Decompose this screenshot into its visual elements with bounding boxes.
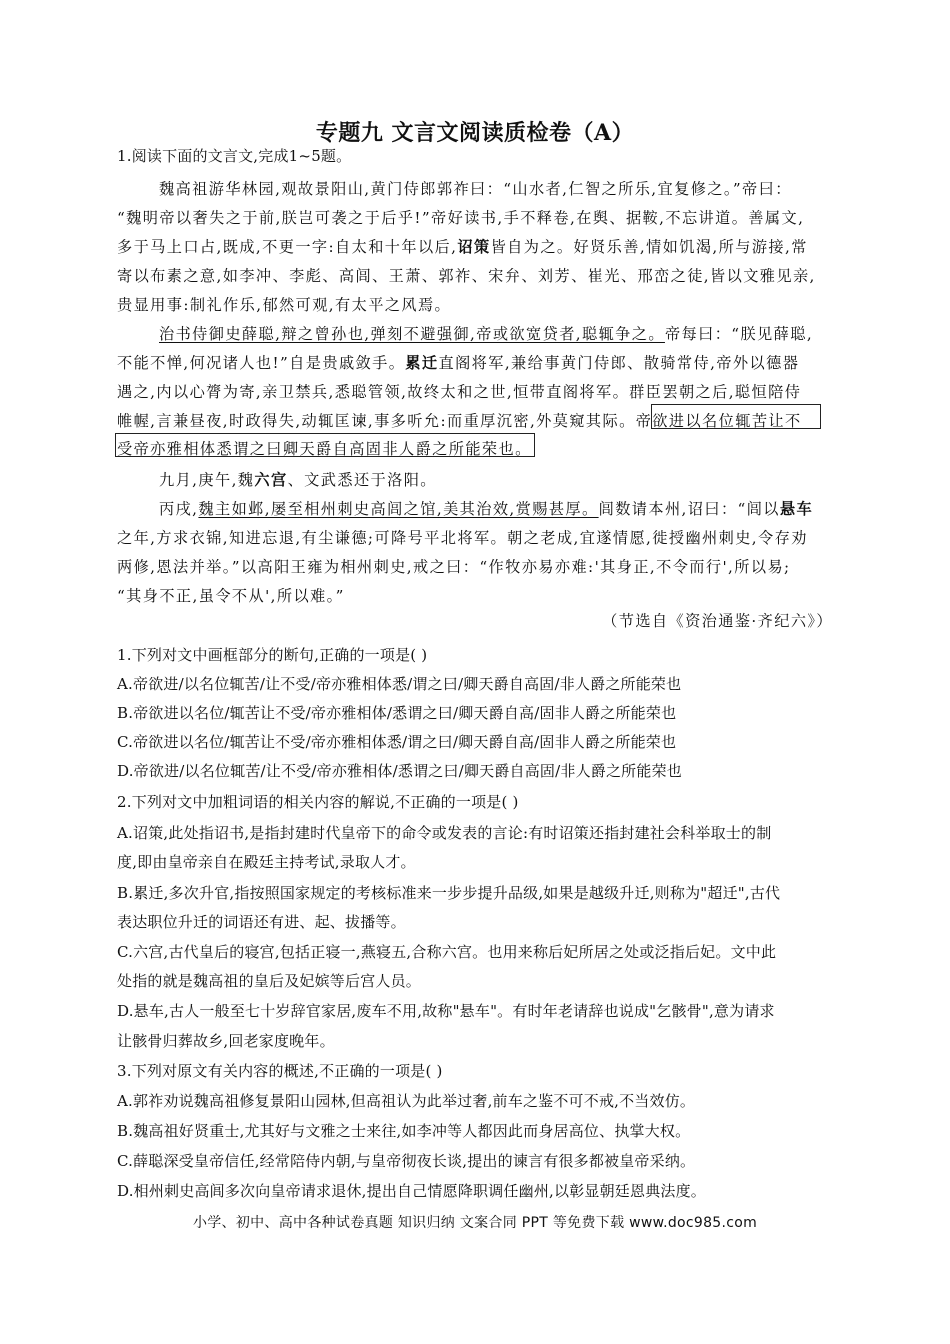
answer-option: B.魏高祖好贤重士,尤其好与文雅之士来往,如李冲等人都因此而身居高位、执掌大权。 <box>117 1122 691 1140</box>
passage-text: 帝每曰：“朕见薛聪, <box>664 325 814 343</box>
question-stem: 3.下列对原文有关内容的概述,不正确的一项是( ) <box>117 1062 443 1080</box>
bold-term-leiqian: 累迁 <box>405 354 439 372</box>
answer-option: A.诏策,此处指诏书,是指封建时代皇帝下的命令或发表的言论:有时诏策还指封建社会科举取士的制 <box>117 824 772 842</box>
answer-option: 度,即由皇帝亲自在殿廷主持考试,录取人才。 <box>117 853 416 871</box>
passage-text: 帷幄,言兼昼夜,时政得失,动辄匡谏,事多听允:而重厚沉密,外莫窥其际。 <box>117 412 636 430</box>
passage-line <box>117 352 799 373</box>
bold-term-xuanche: 悬车 <box>779 500 814 518</box>
answer-option: C.六宫,古代皇后的寝宫,包括正寝一,燕寝五,合称六宫。也用来称后妃所居之处或泛指后妃。文中此 <box>117 943 777 961</box>
question-stem: 2.下列对文中加粗词语的相关内容的解说,不正确的一项是( ) <box>117 793 519 811</box>
underlined-sentence: 魏主如邺,屡至相州刺史高闾之馆,美其治效,赏赐甚厚。 <box>198 500 599 518</box>
passage-line: 魏高祖游华林园,观故景阳山,黄门侍郎郭祚曰：“山水者,仁智之所乐,宜复修之。”帝曰： <box>159 180 792 198</box>
answer-option: B.累迁,多次升官,指按照国家规定的考核标准来一步步提升品级,如果是越级升迁,则称为"超迁",古代 <box>117 884 781 902</box>
passage-line <box>117 323 813 344</box>
passage-line <box>117 236 808 257</box>
answer-option: A.郭祚劝说魏高祖修复景阳山园林,但高祖认为此举过奢,前车之鉴不可不戒,不当效仿。 <box>117 1092 696 1110</box>
text-frame <box>115 433 535 457</box>
boxed-text: 帝欲进以名位辄苦让不 <box>635 412 802 430</box>
passage-line: 寄以布素之意,如李冲、李彪、高闾、王萧、郭祚、宋弁、刘芳、崔光、邢峦之徒,皆以文雅见亲, <box>117 267 816 285</box>
question-intro: 1.阅读下面的文言文,完成1~5题。 <box>117 147 352 165</box>
passage-line: 之年,方求衣锦,知进忘退,有尘谦德;可降号平北将军。朝之老成,宜遂情愿,徙授幽州刺史,令存劝 <box>117 529 808 547</box>
passage-line: “其身不正,虽令不从',所以难。” <box>117 587 345 605</box>
passage-text: 皆自为之。好贤乐善,情如饥渴,所与游接,常 <box>490 238 808 256</box>
bold-term-zhaoce: 诏策 <box>457 238 491 256</box>
answer-option: C.帝欲进以名位/辄苦让不受/帝亦雅相体悉/谓之曰/卿天爵自高/固非人爵之所能荣也 <box>117 733 677 751</box>
passage-text: 直阁将军,兼给事黄门侍郎、散骑常侍,帝外以德器 <box>438 354 800 372</box>
passage-line: 贵显用事:制礼作乐,郁然可观,有太平之风焉。 <box>117 296 452 314</box>
passage-line <box>159 498 813 519</box>
passage-text: 不能不惮,何况诸人也!”自是贵戚敛手。 <box>117 354 406 372</box>
answer-option: D.悬车,古人一般至七十岁辞官家居,废车不用,故称"悬车"。有时年老请辞也说成"乞骸骨",意为请求 <box>117 1002 775 1020</box>
question-stem: 1.下列对文中画框部分的断句,正确的一项是( ) <box>117 646 428 664</box>
answer-option: 让骸骨归葬故乡,回老家度晚年。 <box>117 1032 335 1050</box>
passage-line: 遇之,内以心膂为寄,亲卫禁兵,悉聪管领,故终太和之世,恒带直阁将军。群臣罢朝之后,聪恒陪侍 <box>117 383 802 401</box>
answer-option: 表达职位升迁的词语还有进、起、拔播等。 <box>117 913 406 931</box>
passage-line: “魏明帝以奢失之于前,朕岂可袭之于后乎!”帝好读书,手不释卷,在舆、据鞍,不忘讲道。善属文, <box>117 209 805 227</box>
passage-source: （节选自《资治通鉴·齐纪六》） <box>602 612 833 630</box>
passage-line <box>159 469 437 490</box>
answer-option: C.薛聪深受皇帝信任,经常陪侍内朝,与皇帝彻夜长谈,提出的谏言有很多都被皇帝采纳。 <box>117 1152 696 1170</box>
page-title: 专题九 文言文阅读质检卷（A） <box>315 120 635 146</box>
passage-text: 多于马上口占,既成,不更一字:自太和十年以后, <box>117 238 458 256</box>
answer-option: D.帝欲进/以名位辄苦/让不受/帝亦雅相体/悉谓之曰/卿天爵自高固/非人爵之所能荣也 <box>117 762 682 780</box>
text-frame <box>651 404 821 429</box>
answer-option: D.相州刺史高闾多次向皇帝请求退休,提出自己情愿降职调任幽州,以彰显朝廷恩典法度。 <box>117 1182 706 1200</box>
bold-term-liugong: 六宫 <box>254 471 288 489</box>
answer-option: A.帝欲进/以名位辄苦/让不受/帝亦雅相体悉/谓之曰/卿天爵自高固/非人爵之所能荣也 <box>117 675 682 693</box>
answer-option: 处指的就是魏高祖的皇后及妃嫔等后宫人员。 <box>117 972 422 990</box>
passage-text: 闾数请本州,诏曰：“闾以 <box>598 500 780 518</box>
passage-text: 丙戌, <box>159 500 199 518</box>
passage-text: 九月,庚午,魏 <box>159 471 255 489</box>
underlined-sentence: 治书侍御史薛聪,辩之曾孙也,弹刻不避强御,帝或欲宽贷者,聪辄争之。 <box>159 325 665 343</box>
passage-line: 两修,恩法并举。”以高阳王雍为相州刺史,戒之曰：“作牧亦易亦难:'其身正,不令而行',所以易; <box>117 558 791 576</box>
page-footer: 小学、初中、高中各种试卷真题 知识归纳 文案合同 PPT 等免费下载 www.doc985.com <box>192 1215 758 1231</box>
answer-option: B.帝欲进以名位/辄苦让不受/帝亦雅相体/悉谓之曰/卿天爵自高/固非人爵之所能荣也 <box>117 704 677 722</box>
boxed-text: 受帝亦雅相体悉谓之曰卿天爵自高固非人爵之所能荣也。 <box>117 440 532 458</box>
passage-text: 、文武悉还于洛阳。 <box>287 471 437 489</box>
